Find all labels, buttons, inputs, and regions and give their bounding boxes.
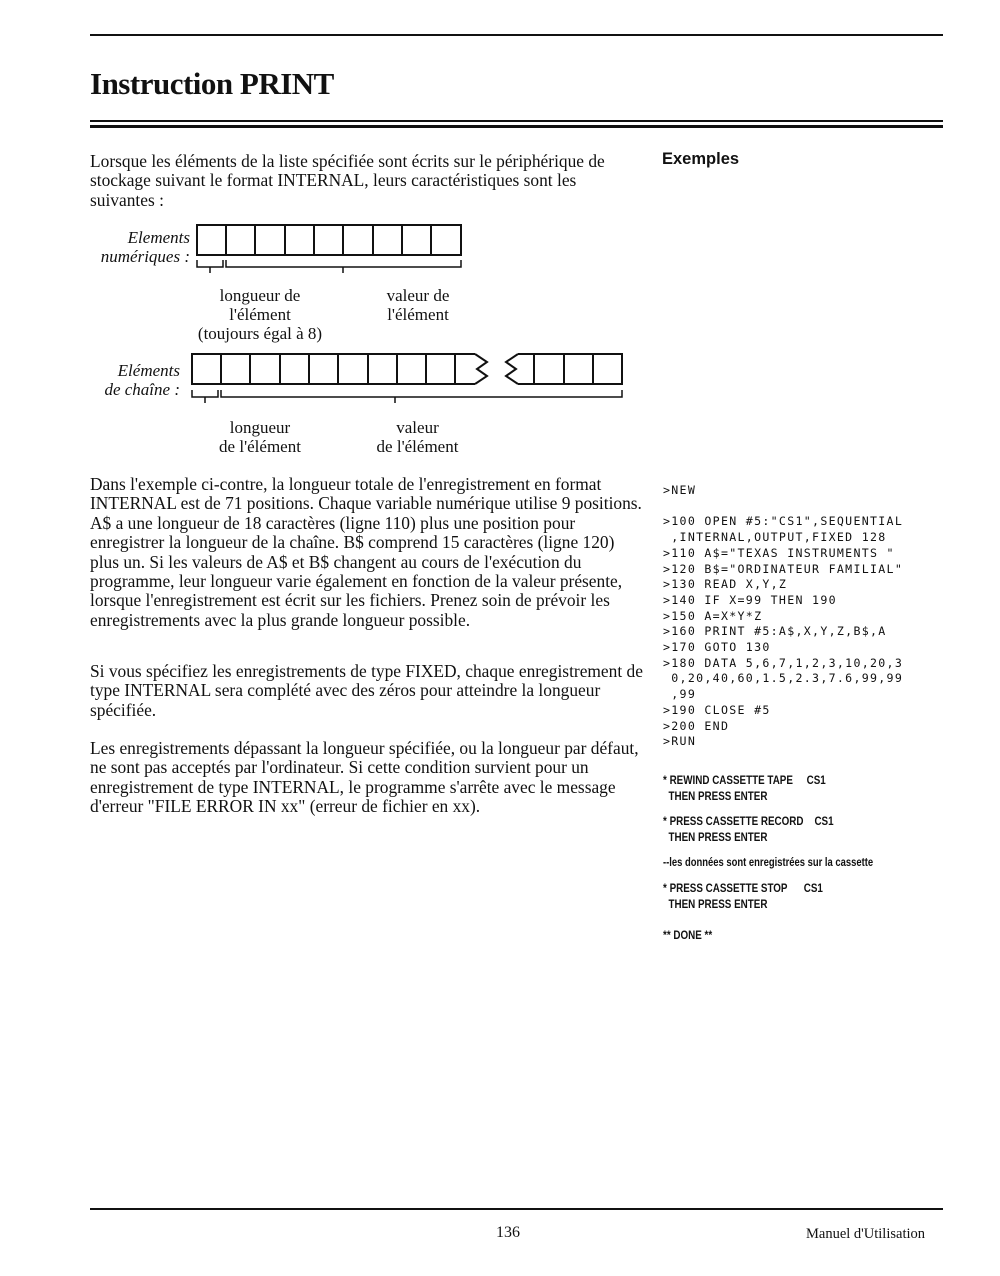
numeric-value-caption [368, 286, 468, 324]
numeric-length-line2: l'élément [229, 305, 291, 324]
bottom-rule [90, 1208, 943, 1210]
numeric-elements-label [80, 228, 190, 266]
stop-message: * PRESS CASSETTE STOP CS1 THEN PRESS ENTER [663, 881, 823, 911]
string-value-caption [355, 418, 480, 456]
page-title: Instruction PRINT [90, 66, 334, 101]
top-rule [90, 34, 943, 36]
examples-heading: Exemples [662, 150, 740, 168]
string-value-line1: valeur [396, 418, 439, 437]
numeric-length-line1: longueur de [219, 286, 301, 305]
recording-note: --les données sont enregistrées sur la cassette [663, 857, 874, 869]
page-number: 136 [496, 1224, 520, 1241]
record-message: * PRESS CASSETTE RECORD CS1 THEN PRESS ENTER [663, 814, 834, 844]
string-length-caption [190, 418, 330, 456]
fixed-paragraph: Si vous spécifiez les enregistrements de type FIXED, chaque enregistrement de type INTERNAL sera complété avec des zéros pour atteindre la longueur spécifiée. [90, 661, 643, 720]
string-label-line1: Eléments [117, 361, 180, 380]
explanation-paragraph: Dans l'exemple ci-contre, la longueur totale de l'enregistrement en format INTERNAL est de 71 positions. Chaque variable numérique utilise 9 positions. A$ a une longueur de 18 caractères (ligne 110) plus une position pour enregistrer la longueur de la chaîne. B$ comprend 15 caractères (ligne 120) plus un. Si les valeurs de A$ et B$ changent au cours de l'exécution du programme, leur longueur varie également en fonction de la valeur présente, lorsque l'enregistrement est écrit sur les fichiers. Prenez soin de prévoir les enregistrements avec la plus grande longueur possible. [90, 474, 642, 630]
numeric-record-diagram [185, 222, 475, 278]
numeric-value-line1: valeur de [386, 286, 450, 305]
manual-name: Manuel d'Utilisation [806, 1226, 926, 1242]
string-length-line2: de l'élément [219, 437, 301, 456]
string-value-line2: de l'élément [376, 437, 459, 456]
numeric-length-line3: (toujours égal à 8) [197, 324, 323, 343]
numeric-length-caption [185, 286, 335, 343]
title-rule-thin [90, 120, 943, 122]
basic-program-listing: >NEW >100 OPEN #5:"CS1",SEQUENTIAL ,INTERNAL,OUTPUT,FIXED 128 >110 A$="TEXAS INSTRUMENTS " >120 B$="ORDINATEUR FAMILIAL" >130 READ X,Y,Z >140 IF X=99 THEN 190 >150 A=X*Y*Z >160 PRINT #5:A$,X,Y,Z,B$,A >170 GOTO 130 >180 DATA 5,6,7,1,2,3,10,20,3 0,20,40,60,1.5,2.3,7.6,99,99 ,99 >190 CLOSE #5 >200 END >RUN [663, 483, 904, 749]
done-message: ** DONE ** [663, 928, 713, 942]
numeric-value-line2: l'élément [387, 305, 449, 324]
numeric-label-line1: Elements [127, 228, 190, 247]
string-label-line2: de chaîne : [104, 380, 180, 399]
intro-paragraph: Lorsque les éléments de la liste spécifiée sont écrits sur le périphérique de stockage suivant le format INTERNAL, leurs caractéristiques sont les suivantes : [90, 151, 605, 210]
string-length-line1: longueur [229, 418, 291, 437]
string-record-diagram [180, 350, 630, 410]
rewind-message: * REWIND CASSETTE TAPE CS1 THEN PRESS ENTER [663, 773, 826, 803]
error-paragraph: Les enregistrements dépassant la longueur spécifiée, ou la longueur par défaut, ne sont pas acceptés par l'ordinateur. Si cette condition survient pour un enregistrement de type INTERNAL, le programme s'arrête avec le message d'erreur "FILE ERROR IN xx" (erreur de fichier en xx). [90, 738, 639, 817]
string-elements-label [70, 361, 180, 399]
numeric-label-line2: numériques : [100, 247, 190, 266]
title-rule-thick [90, 125, 943, 128]
